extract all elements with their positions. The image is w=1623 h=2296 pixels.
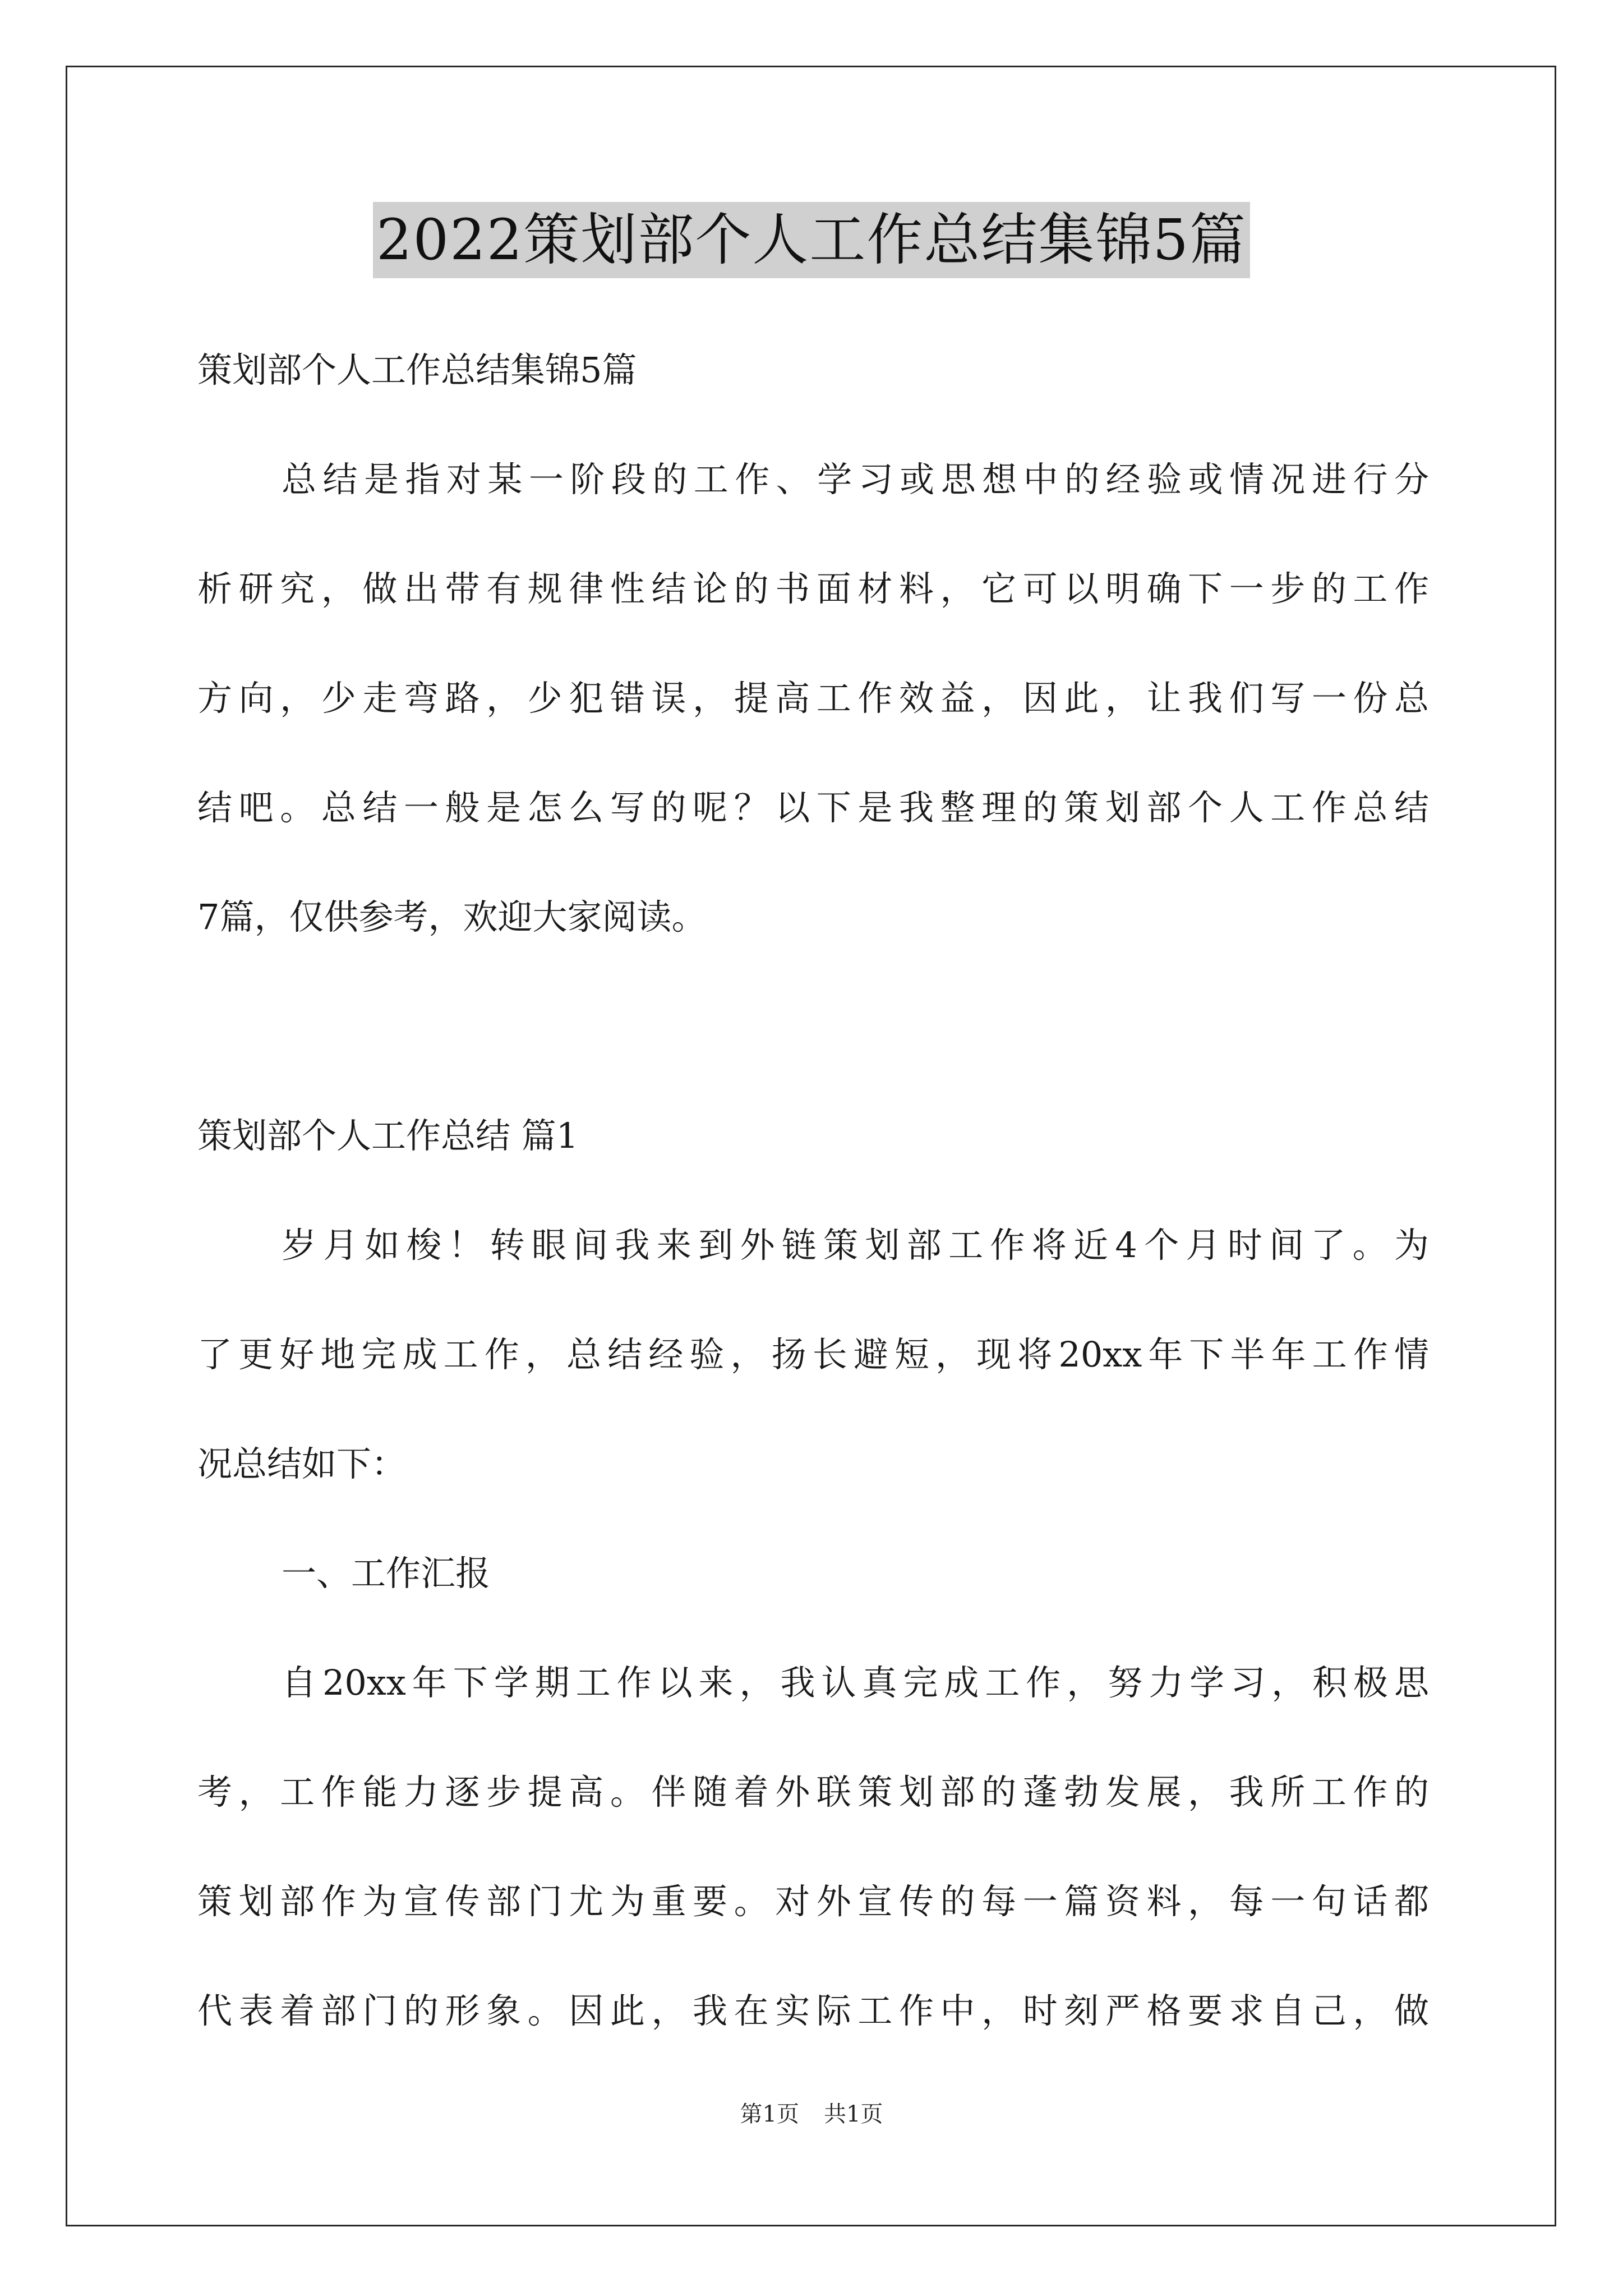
document-title: 2022策划部个人工作总结集锦5篇 <box>373 202 1250 278</box>
paragraph-line: 了更好地完成工作，总结经验，扬长避短，现将20xx年下半年工作情 <box>197 1334 1429 1375</box>
paragraph-line: 考，工作能力逐步提高。伴随着外联策划部的蓬勃发展，我所工作的 <box>197 1772 1429 1812</box>
intro-line: 析研究，做出带有规律性结论的书面材料，它可以明确下一步的工作 <box>197 568 1429 609</box>
paragraph-line: 况总结如下： <box>197 1443 407 1484</box>
page-total: 共1页 <box>824 2101 883 2127</box>
paragraph-line: 岁月如梭！转眼间我来到外链策划部工作将近4个月时间了。为 <box>282 1225 1429 1266</box>
intro-line: 结吧。总结一般是怎么写的呢？以下是我整理的策划部个人工作总结 <box>197 787 1429 828</box>
section-heading: 策划部个人工作总结 篇1 <box>197 1115 579 1156</box>
page-footer <box>0 2100 1623 2128</box>
intro-line: 7篇，仅供参考，欢迎大家阅读。 <box>197 896 707 937</box>
paragraph-line: 策划部作为宣传部门尤为重要。对外宣传的每一篇资料，每一句话都 <box>197 1881 1429 1922</box>
intro-line: 方向，少走弯路，少犯错误，提高工作效益，因此，让我们写一份总 <box>197 678 1429 719</box>
intro-line: 总结是指对某一阶段的工作、学习或思想中的经验或情况进行分 <box>282 459 1429 500</box>
paragraph-line: 自20xx年下学期工作以来，我认真完成工作，努力学习，积极思 <box>282 1662 1429 1703</box>
doc-heading: 策划部个人工作总结集锦5篇 <box>197 349 637 390</box>
title-block <box>0 202 1623 278</box>
page-number: 第1页 <box>740 2101 799 2127</box>
paragraph-line: 代表着部门的形象。因此，我在实际工作中，时刻严格要求自己，做 <box>197 1990 1429 2031</box>
subheading: 一、工作汇报 <box>282 1553 491 1594</box>
